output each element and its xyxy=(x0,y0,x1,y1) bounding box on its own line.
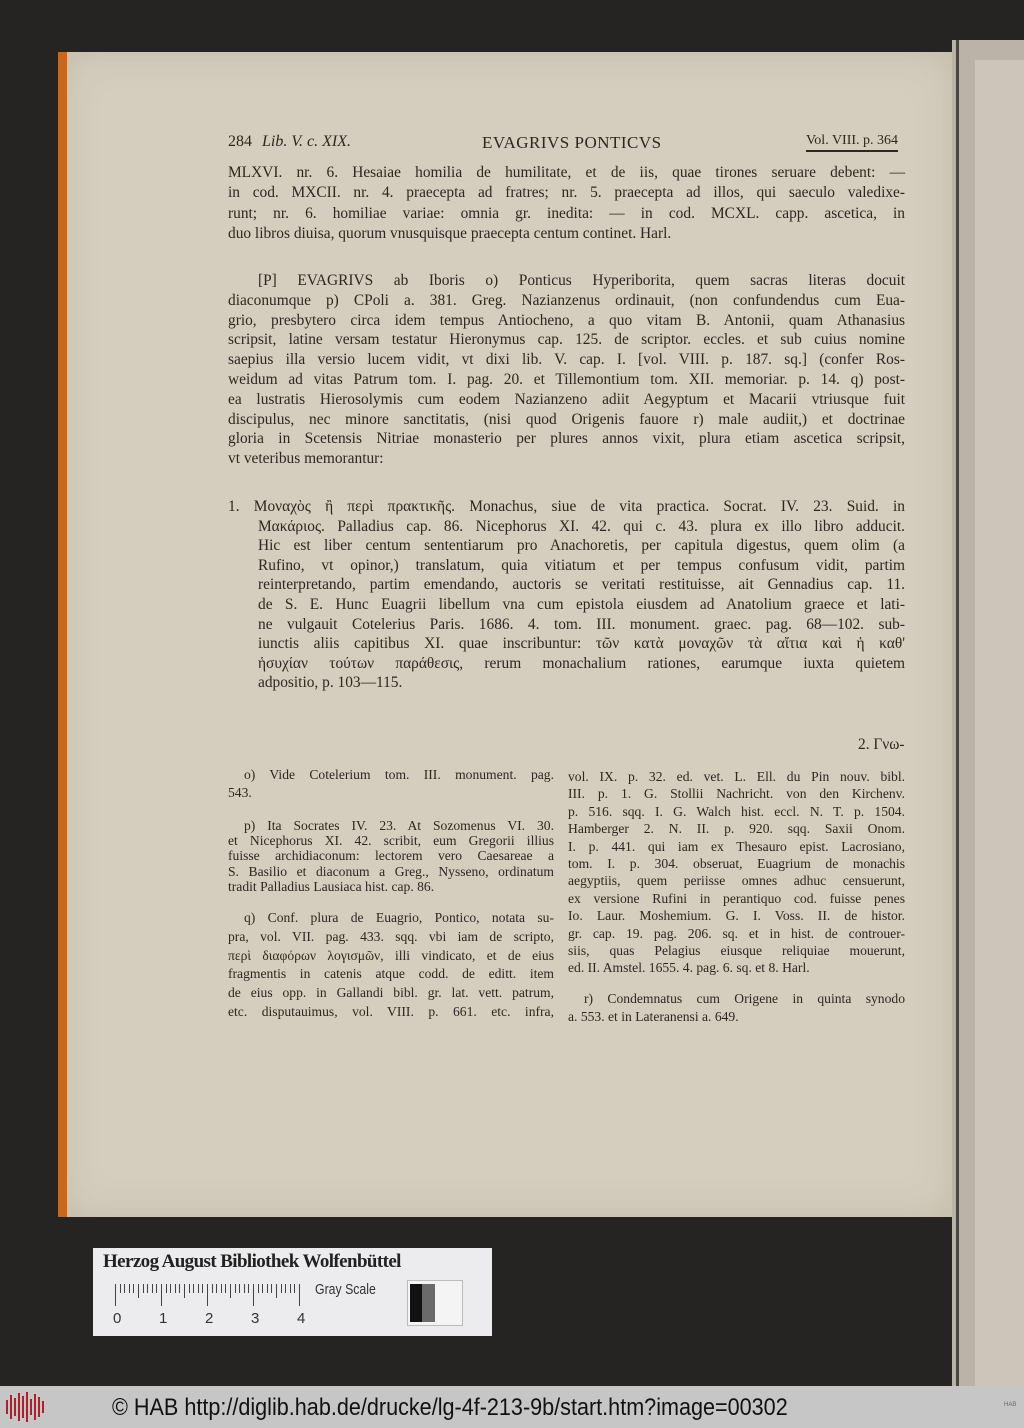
ruler-tick xyxy=(290,1284,291,1293)
footnote-q-line: pra, vol. VII. pag. 433. sqq. vbi iam de scripto, xyxy=(228,928,554,944)
footnote-q-line: I. p. 441. qui iam ex Thesauro epist. Lacrosiano, xyxy=(568,838,905,854)
ruler-tick xyxy=(152,1284,153,1293)
text-line: gloria in Scetensis Nitriae monasterio per plures annos vixit, plura etiam ascetica scripsit, xyxy=(228,430,905,448)
list-item-line: ἡσυχίαν τούτων παράθεσις, rerum monachalium rationes, earumque iuxta quietem xyxy=(258,654,905,672)
ruler-tick xyxy=(138,1284,139,1298)
text-line: scripsit, latine versam testatur Hieronymus cap. 125. de scriptor. eccles. et sub cuius nomine xyxy=(228,331,905,349)
ruler-tick xyxy=(239,1284,240,1293)
footnote-q-line: q) Conf. plura de Euagrio, Pontico, notata su- xyxy=(244,910,554,925)
ruler-tick xyxy=(248,1284,249,1293)
logo-bar xyxy=(18,1393,20,1421)
ruler-tick xyxy=(124,1284,125,1293)
list-item-line: iunctis aliis capitibus XI. quae inscribuntur: τῶν κατὰ μοναχῶν τὰ αἴτια καὶ ἡ καθ' xyxy=(258,635,905,653)
ruler-tick xyxy=(262,1284,263,1293)
list-item-line: Hic est liber centum sententiarum pro Anachoretis, per capitula digestus, quem olim (a xyxy=(258,537,905,555)
ruler-tick xyxy=(179,1284,180,1293)
ruler-number: 1 xyxy=(159,1310,168,1327)
ruler-tick xyxy=(221,1284,222,1293)
book-spine xyxy=(956,40,959,1386)
volume-ref: Vol. VIII. p. 364 xyxy=(806,133,898,152)
ruler-tick xyxy=(281,1284,282,1293)
footnote-r-line: r) Condemnatus cum Origene in quinta synodo xyxy=(584,991,905,1006)
text-line: vt veteribus memorantur: xyxy=(228,450,384,468)
footnote-o-line: o) Vide Cotelerium tom. III. monument. pag. xyxy=(244,767,554,782)
footnote-o-line: 543. xyxy=(228,785,252,800)
logo-bar xyxy=(34,1394,36,1420)
logo-bar xyxy=(22,1396,24,1418)
text-line: [P] EVAGRIVS ab Iboris o) Ponticus Hyperiborita, quem sacras literas docuit xyxy=(258,272,905,289)
footnote-q-line: περὶ διαφόρων λογισμῶν, illi vindicato, et de eius xyxy=(228,947,554,963)
scale-ruler xyxy=(115,1284,305,1306)
ruler-tick xyxy=(161,1284,162,1306)
footnote-q-line: de eius opp. in Gallandi bibl. gr. lat. vett. patrum, xyxy=(228,985,554,1001)
logo-bar xyxy=(42,1401,44,1413)
ruler-tick xyxy=(253,1284,254,1306)
ruler-tick xyxy=(267,1284,268,1293)
ruler-tick xyxy=(244,1284,245,1293)
ruler-tick xyxy=(276,1284,277,1298)
library-name: Herzog August Bibliothek Wolfenbüttel xyxy=(103,1251,401,1272)
ruler-tick xyxy=(258,1284,259,1293)
footer-bar xyxy=(0,1386,1024,1428)
ruler-tick xyxy=(166,1284,167,1293)
list-item-line: ne vulgauit Cotelerius Paris. 1686. 4. tom. III. monument. graec. pag. 68—102. sub- xyxy=(258,615,905,633)
gray-scale-label: Gray Scale xyxy=(315,1281,376,1298)
logo-bar xyxy=(26,1392,28,1422)
text-line: ea lustratis Hierosolymis cum eodem Nazianzeno adiit Aegyptum et Macarii vtriusque fuit xyxy=(228,390,905,408)
text-line: discipulus, nec minore sanctitatis, (nisi quod Origenis fauore r) male audiit,) et doctrinae xyxy=(228,410,905,428)
ruler-tick xyxy=(216,1284,217,1293)
ruler-tick xyxy=(285,1284,286,1293)
footnote-q-line: siis, quas Pelagius eiusque reliquiae mouerunt, xyxy=(568,943,905,958)
library-color-card xyxy=(93,1248,492,1336)
footnote-r-line: a. 553. et in Lateranensi a. 649. xyxy=(568,1009,739,1024)
footnote-q-line: tom. I. p. 304. obseruat, Euagrium de monachis xyxy=(568,856,905,871)
text-line: runt; nr. 6. homiliae variae: omnia gr. inedita: — in cod. MCXL. capp. ascetica, in xyxy=(228,204,905,222)
facing-page-surface xyxy=(975,60,1024,1386)
ruler-number: 0 xyxy=(113,1310,122,1327)
footnote-q-line: III. p. 1. G. Stollii Nachricht. von den Kirchenv. xyxy=(568,786,905,802)
footnote-q-line: Io. Laur. Moshemium. G. I. Voss. II. de histor. xyxy=(568,908,905,924)
catchword: 2. Γνω- xyxy=(858,736,905,753)
text-line: duo libros diuisa, quorum vnusquisque praecepta centum continet. Harl. xyxy=(228,224,672,242)
footnote-q-line: Hamberger 2. N. II. p. 920. sqq. Saxii Onom. xyxy=(568,821,905,837)
ruler-tick xyxy=(207,1284,208,1306)
text-line: weidum ad vitas Patrum tom. I. pag. 20. et Tillemontium tom. XII. memoriar. p. 14. q) post- xyxy=(228,371,905,388)
footnote-q-line: aegyptiis, quem periisse omnes adhuc censuerunt, xyxy=(568,873,905,889)
text-line: in cod. MXCII. nr. 4. praecepta ad fratres; nr. 5. praecepta ad illos, qui saeculo valedixe- xyxy=(228,184,905,202)
footnote-q-line: etc. disputauimus, vol. VIII. p. 661. etc. infra, xyxy=(228,1004,554,1019)
ruler-tick xyxy=(193,1284,194,1293)
ruler-tick xyxy=(212,1284,213,1293)
text-line: grio, presbytero circa idem tempus Antiocheno, a quo vitam B. Antonii, quam Athanasius xyxy=(228,311,905,329)
text-line: MLXVI. nr. 6. Hesaiae homilia de humilitate, et de iis, quae tirones seruare debent: — xyxy=(228,164,905,181)
footnote-p-line: fuisse archidiaconum: lectorem vero Caesareae a xyxy=(228,848,554,864)
ruler-tick xyxy=(170,1284,171,1293)
footnote-p-line: et Nicephorus XI. 42. scribit, eum Gregorii illius xyxy=(228,833,554,849)
footnote-p-line: S. Basilio et diaconum a Greg., Nysseno, ordinatum xyxy=(228,863,554,879)
ruler-tick xyxy=(299,1284,300,1306)
ruler-tick xyxy=(294,1284,295,1293)
ruler-number: 3 xyxy=(251,1310,260,1327)
ruler-tick xyxy=(198,1284,199,1293)
ruler-tick xyxy=(271,1284,272,1293)
list-item-line: Rufino, vt opinor,) translatum, quia vitiatum et per tempus confusum vidit, partim xyxy=(258,556,905,574)
logo-bar xyxy=(6,1400,8,1414)
footnote-q-line: ex versione Rufini in perantiquo cod. fuisse penes xyxy=(568,890,905,906)
copyright-url: © HAB http://diglib.hab.de/drucke/lg-4f-213-9b/start.htm?image=00302 xyxy=(112,1394,788,1421)
ruler-tick xyxy=(235,1284,236,1293)
footnote-q-line: vol. IX. p. 32. ed. vet. L. Ell. du Pin nouv. bibl. xyxy=(568,769,905,784)
ruler-number: 4 xyxy=(297,1310,306,1327)
ruler-tick xyxy=(147,1284,148,1293)
logo-bar xyxy=(14,1398,16,1416)
text-line: diaconumque p) CPoli a. 381. Greg. Nazianzenus ordinauit, (non confundendus cum Eua- xyxy=(228,291,905,309)
page-edge xyxy=(58,52,67,1217)
small-logo-text: HAB xyxy=(1004,1402,1017,1408)
gray-scale-swatch xyxy=(407,1280,463,1326)
ruler-tick xyxy=(133,1284,134,1293)
ruler-tick xyxy=(184,1284,185,1298)
list-item-line: de S. E. Hunc Euagrii libellum vna cum epistola eiusdem ad Anatolium graece et lati- xyxy=(258,596,905,613)
ruler-tick xyxy=(202,1284,203,1293)
ruler-tick xyxy=(230,1284,231,1298)
footnote-p-line: tradit Palladius Lausiaca hist. cap. 86. xyxy=(228,878,435,894)
ruler-tick xyxy=(189,1284,190,1293)
ruler-tick xyxy=(225,1284,226,1293)
list-item-line: Μακάριος. Palladius cap. 86. Nicephorus XI. 42. qui c. 43. plura ex illo libro adducit. xyxy=(258,517,905,535)
list-item-line: reinterpretando, partim emendando, auctoris se veritati restituisse, ait Gennadius cap. 11. xyxy=(258,576,905,594)
footnote-q-line: ed. II. Amstel. 1655. 4. pag. 6. sq. et 8. Harl. xyxy=(568,960,810,976)
ruler-tick xyxy=(120,1284,121,1293)
footnote-p-line: p) Ita Socrates IV. 23. At Sozomenus VI. 30. xyxy=(244,818,554,833)
ruler-tick xyxy=(115,1284,116,1306)
running-title: EVAGRIVS PONTICVS xyxy=(482,133,662,152)
ruler-tick xyxy=(143,1284,144,1293)
page-number: 284 xyxy=(228,133,252,150)
ruler-tick xyxy=(175,1284,176,1293)
footnote-q-line: p. 516. sqq. I. G. Walch hist. eccl. N. T. p. 1504. xyxy=(568,803,905,819)
ruler-tick xyxy=(156,1284,157,1293)
footnote-q-line: gr. cap. 19. pag. 206. sq. et in hist. de controuer- xyxy=(568,925,905,941)
list-item-line: adpositio, p. 103—115. xyxy=(258,674,403,692)
hab-logo-icon xyxy=(6,1392,48,1422)
text-line: saepius illa versio lucem vidit, vt dixi lib. V. cap. I. [vol. VIII. p. 187. sq.] (confer Ros- xyxy=(228,351,905,369)
ruler-number: 2 xyxy=(205,1310,214,1327)
logo-bar xyxy=(38,1397,40,1417)
logo-bar xyxy=(30,1399,32,1415)
section-ref: Lib. V. c. XIX. xyxy=(262,133,352,150)
list-item-line: 1. Μοναχὸς ἢ περὶ πρακτικῆς. Monachus, siue de vita practica. Socrat. IV. 23. Suid. in xyxy=(228,498,905,515)
footnote-q-line: fragmentis in catenis atque codd. de editt. item xyxy=(228,966,554,982)
logo-bar xyxy=(10,1395,12,1419)
ruler-tick xyxy=(129,1284,130,1293)
